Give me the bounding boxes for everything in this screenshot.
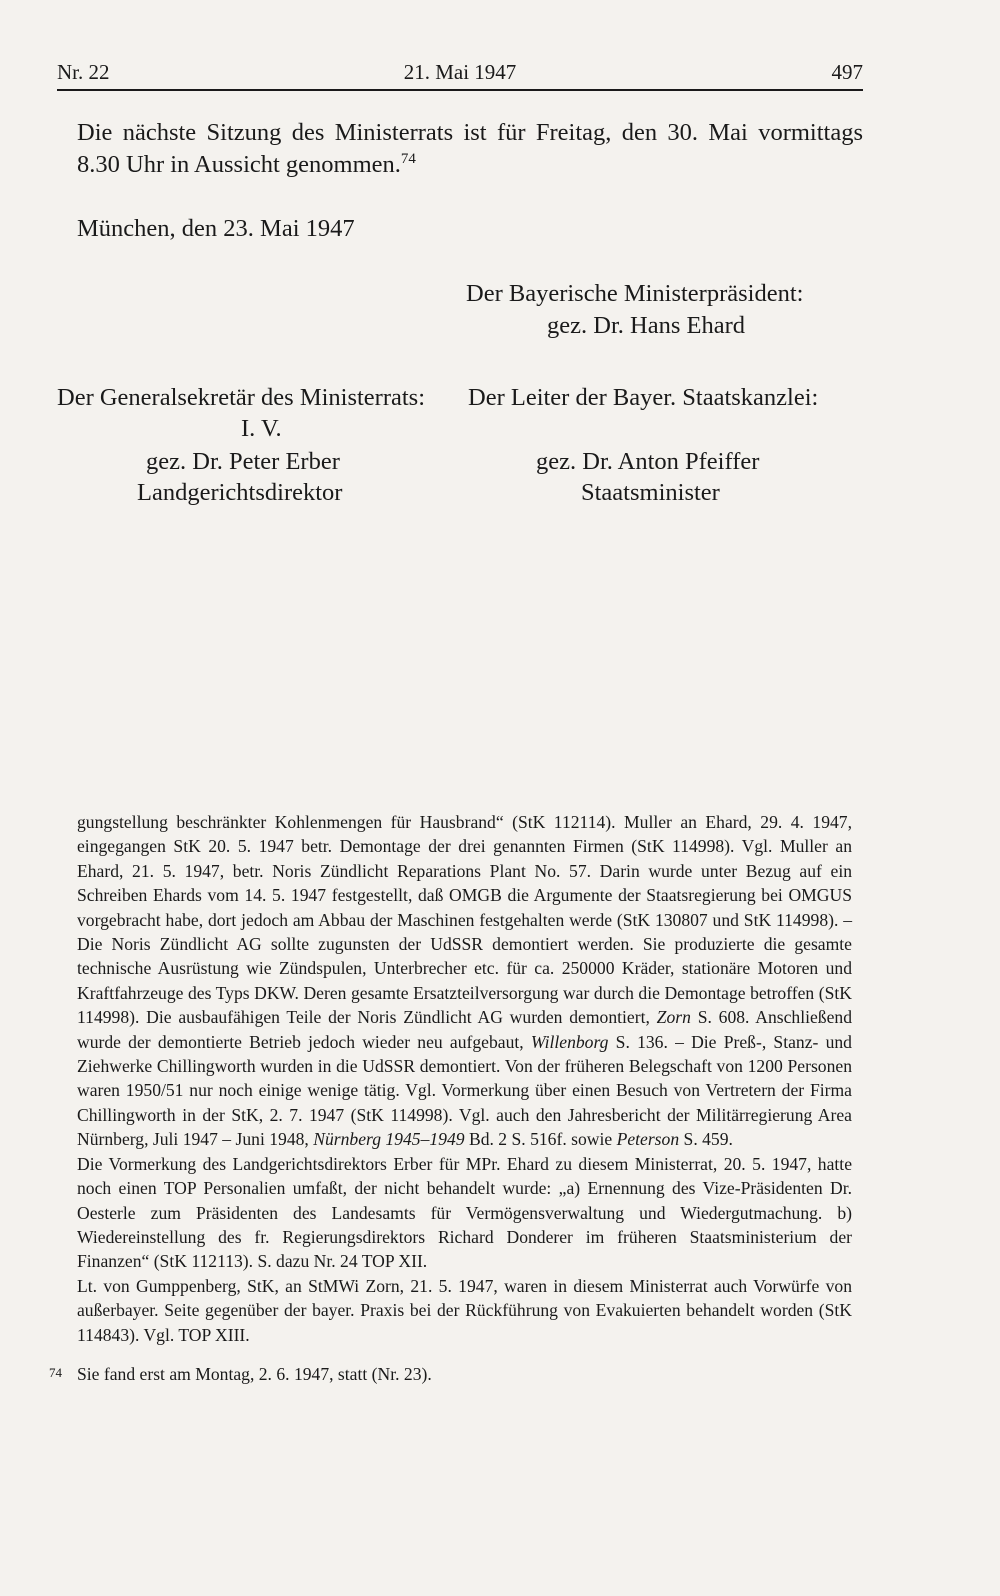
secretary-role: Landgerichtsdirektor (137, 479, 343, 506)
footnote-text: S. 459. (683, 1129, 733, 1150)
citation-peterson: Peterson (616, 1129, 680, 1150)
place-and-date: München, den 23. Mai 1947 (77, 215, 355, 242)
page-number: 497 (831, 60, 863, 84)
footnote-vormerkung: Die Vormerkung des Landgerichtsdirektors Erber für MPr. Ehard zu diesem Ministerrat, 20. 5. 1947, hatte noch einen TOP Personalien umfaßt, der nicht behandelt wurde: „a) Ernennung des Vize-Präsidenten Dr. Oesterle zum Präsidenten des Landesamts für Vermögensverwaltung und Wiedergutmachung. b) Wiedereinstellung des fr. Regierungsdirektors Richard Donderer im früheren Staatsministerium der Finanzen“ (StK 112113). S. dazu Nr. 24 TOP XII. (77, 1153, 852, 1272)
footnote-continuation (77, 810, 852, 1152)
footnote-text: Bd. 2 S. 516f. sowie (468, 1129, 613, 1150)
main-paragraph-text: Die nächste Sitzung des Ministerrats ist für Freitag, den 30. Mai vormittags 8.30 Uhr in Aussicht genommen. (77, 119, 863, 178)
secretary-title: Der Generalsekretär des Ministerrats: (57, 384, 426, 411)
citation-nurnberg: Nürnberg 1945–1949 (313, 1129, 465, 1150)
footnote-text: gungstellung beschränkter Kohlenmengen für Hausbrand“ (StK 112114). Muller an Ehard, 29. 4. 1947, eingegangen StK 20. 5. 1947 betr. Demontage der drei genannten Firmen (StK 114998). Vgl. Muller an Ehard, 21. 5. 1947, betr. Noris Zündlicht Reparations Plant No. 57. Darin wurde unter Bezug auf ein Schreiben Ehards vom 14. 5. 1947 festgestellt, daß OMGB die Argumente der Staatsregierung bei OMGUS vorgebracht habe, dort jedoch am Abbau der Maschinen festgehalten werde (StK 130807 und StK 114998). – Die Noris Zündlicht AG sollte zugunsten der UdSSR demontiert werden. Sie produzierte die gesamte technische Ausrüstung wie Zündspulen, Unterbrecher etc. für ca. 250000 Kräder, stationäre Motoren und Kraftfahrzeuge des Typs DKW. Deren gesamte Ersatzteilversorgung war durch die Demontage betroffen (StK 114998). Die ausbaufähigen Teile der Noris Zündlicht AG wurden demontiert, (77, 812, 852, 1028)
chancellery-name: gez. Dr. Anton Pfeiffer (536, 448, 760, 475)
footnote-text: S. 608. Anschließend wurde der demontierte Betrieb jedoch wieder neu aufgebaut, (77, 1007, 852, 1052)
minister-president-title: Der Bayerische Ministerpräsident: (466, 280, 804, 307)
main-text (77, 117, 863, 181)
main-paragraph (77, 117, 863, 181)
footnote-reference-74: 74 (400, 150, 416, 167)
citation-willenborg: Willenborg (530, 1031, 609, 1052)
secretary-iv: I. V. (241, 415, 282, 442)
footnote-74-number: 74 (49, 1365, 62, 1380)
footnotes (77, 810, 852, 1347)
footnote-74-text: Sie fand erst am Montag, 2. 6. 1947, statt (Nr. 23). (77, 1364, 432, 1384)
footnote-gumppenberg: Lt. von Gumppenberg, StK, an StMWi Zorn, 21. 5. 1947, waren in diesem Ministerrat auch Vorwürfe von außerbayer. Seite gegenüber der bayer. Praxis bei der Rückführung von Evakuierten behandelt worden (StK 114843). Vgl. TOP XIII. (77, 1275, 852, 1345)
header-date: 21. Mai 1947 (403, 60, 517, 84)
secretary-name: gez. Dr. Peter Erber (146, 448, 340, 475)
chancellery-role: Staatsminister (581, 479, 720, 506)
minister-president-name: gez. Dr. Hans Ehard (547, 312, 745, 339)
header-rule (57, 89, 863, 91)
document-number: Nr. 22 (57, 60, 110, 84)
chancellery-title: Der Leiter der Bayer. Staatskanzlei: (468, 384, 819, 411)
footnote-text: S. 136. – Die Preß-, Stanz- und Ziehwerke Chillingworth wurden in die UdSSR demontiert. Von der früheren Belegschaft von 1200 Personen waren 1950/51 nur noch einige wenige tätig. Vgl. Vormerkung über einen Besuch von Vertretern der Firma Chillingworth in der StK, 2. 7. 1947 (StK 114998). Vgl. auch den Jahresbericht der Militärregierung Area Nürnberg, Juli 1947 – Juni 1948, (77, 1031, 852, 1150)
citation-zorn: Zorn (656, 1007, 691, 1028)
